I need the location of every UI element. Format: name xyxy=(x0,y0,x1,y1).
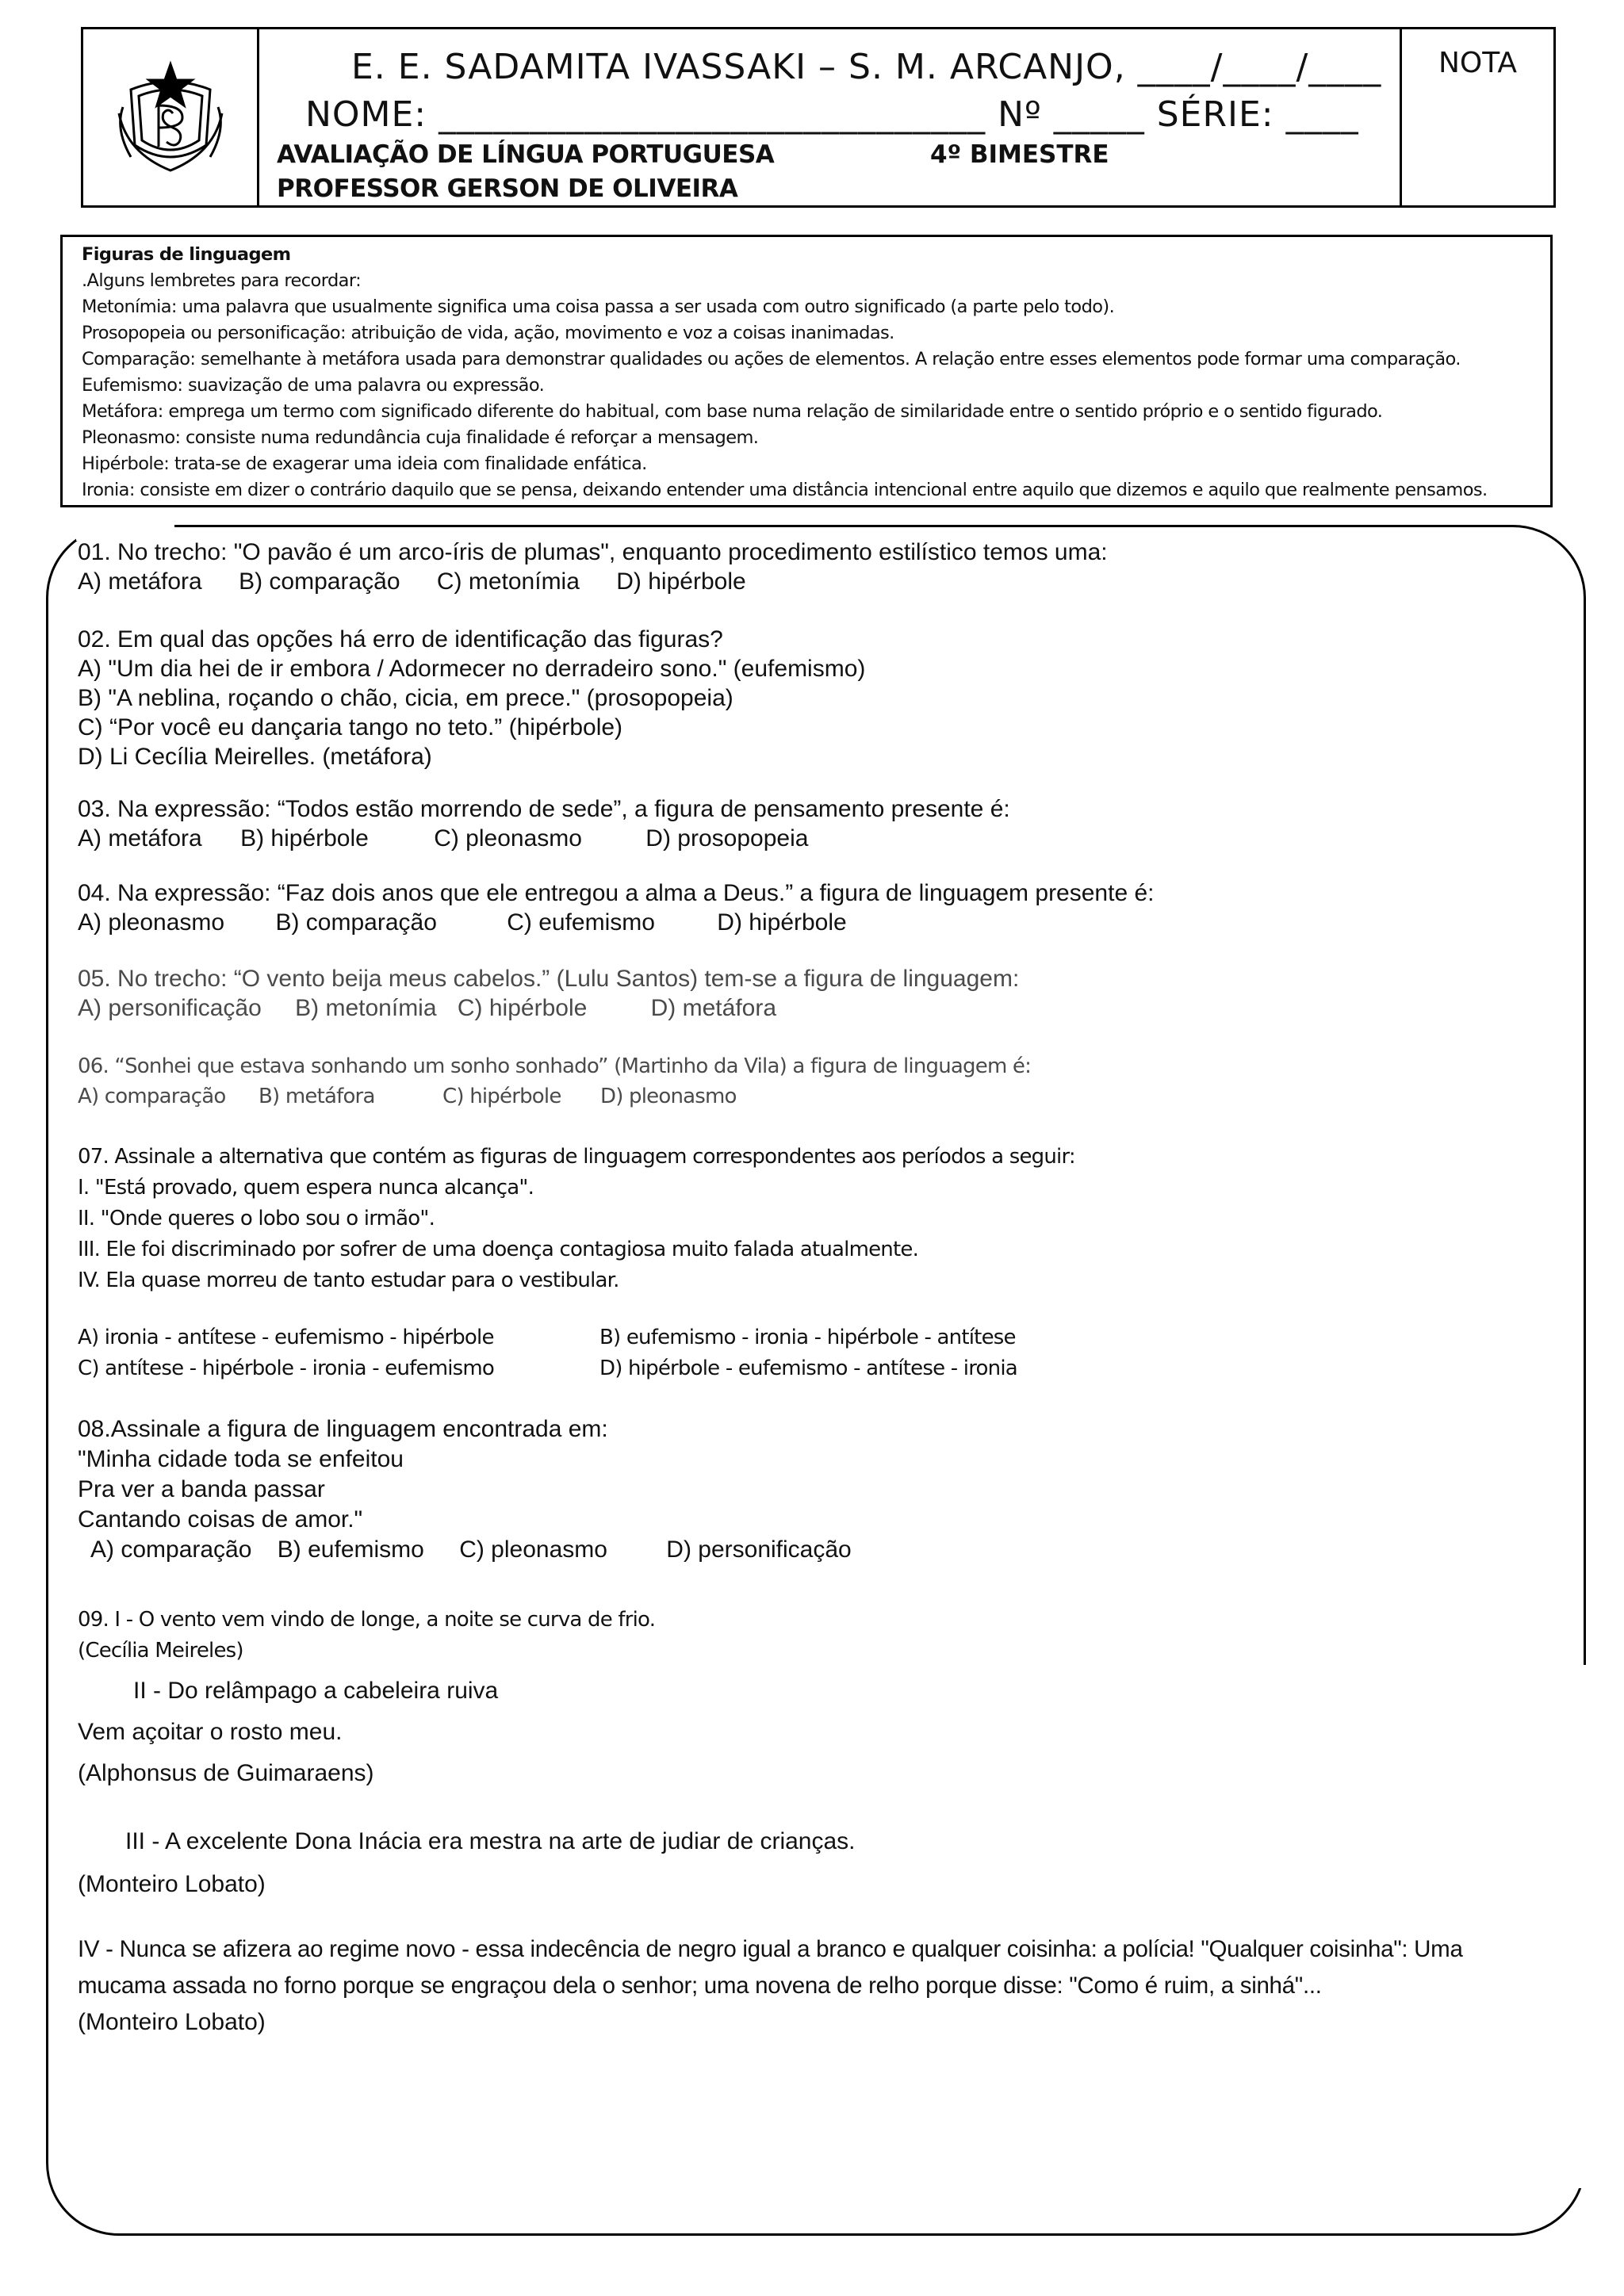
question-06 xyxy=(78,1051,1031,1112)
statement-i: I. "Está provado, quem espera nunca alcança". xyxy=(78,1176,534,1200)
question-04 xyxy=(78,878,1155,937)
option-a[interactable]: A) metáfora xyxy=(78,568,202,595)
option-d[interactable]: D) Li Cecília Meirelles. (metáfora) xyxy=(78,744,432,770)
option-b[interactable]: B) metonímia xyxy=(295,995,437,1021)
question-stem: 05. No trecho: “O vento beija meus cabelos.” (Lulu Santos) tem-se a figura de linguagem: xyxy=(78,966,1020,992)
option-d[interactable]: D) hipérbole xyxy=(717,909,847,936)
quote-author: (Monteiro Lobato) xyxy=(78,2009,266,2035)
frame-gap xyxy=(1575,1665,1599,2188)
option-row xyxy=(78,1081,1031,1112)
quote-iv-line: mucama assada no forno porque se engraçou dela o senhor; uma novena de relho porque disse: "Como é ruim, a sinhá"... xyxy=(78,1973,1322,1999)
question-05 xyxy=(78,964,1019,1023)
quote-iii-line: III - A excelente Dona Inácia era mestra na arte de judiar de crianças. xyxy=(125,1828,856,1854)
quote-author: (Monteiro Lobato) xyxy=(78,1871,266,1897)
exam-subject: AVALIAÇÃO DE LÍNGUA PORTUGUESA xyxy=(277,140,775,169)
option-c[interactable]: C) hipérbole xyxy=(442,1085,561,1108)
quote-ii-line: II - Do relâmpago a cabeleira ruiva xyxy=(133,1678,499,1704)
question-08 xyxy=(78,1414,852,1565)
question-07-options xyxy=(78,1322,494,1384)
option-c[interactable]: C) metonímia xyxy=(436,568,580,595)
question-07-options xyxy=(599,1322,1017,1384)
option-row xyxy=(78,567,1108,596)
question-stem: 08.Assinale a figura de linguagem encontrada em: xyxy=(78,1416,608,1442)
option-row xyxy=(78,993,1019,1023)
reminder-title: Figuras de linguagem xyxy=(82,244,291,265)
option-row xyxy=(78,908,1155,937)
statement-iii: III. Ele foi discriminado por sofrer de uma doença contagiosa muito falada atualmente. xyxy=(78,1238,919,1261)
question-07 xyxy=(78,1142,1075,1296)
question-03 xyxy=(78,794,1010,853)
option-row xyxy=(78,824,1010,853)
reminder-line: .Alguns lembretes para recordar: xyxy=(82,270,362,291)
question-stem: 01. No trecho: "O pavão é um arco-íris de plumas", enquanto procedimento estilístico temos uma: xyxy=(78,539,1108,565)
reminder-line: Metáfora: emprega um termo com significado diferente do habitual, com base numa relação de similaridade entre o sentido próprio e o sentido figurado. xyxy=(82,401,1383,422)
exam-header xyxy=(81,27,1556,208)
reminder-line: Pleonasmo: consiste numa redundância cuja finalidade é reforçar a mensagem. xyxy=(82,427,759,448)
figures-reminder-box xyxy=(60,235,1553,507)
option-b[interactable]: B) metáfora xyxy=(259,1085,375,1108)
option-d[interactable]: D) hipérbole xyxy=(616,568,746,595)
reminder-line: Ironia: consiste em dizer o contrário daquilo que se pensa, deixando entender uma distância intencional entre aquilo que dizemos e aquilo que realmente pensamos. xyxy=(82,480,1488,500)
option-d[interactable]: D) metáfora xyxy=(650,995,777,1021)
question-01 xyxy=(78,538,1108,596)
quote-author: (Cecília Meireles) xyxy=(78,1639,243,1663)
option-a[interactable]: A) "Um dia hei de ir embora / Adormecer no derradeiro sono." (eufemismo) xyxy=(78,656,866,682)
option-c[interactable]: C) pleonasmo xyxy=(434,825,582,851)
reminder-line: Prosopopeia ou personificação: atribuição de vida, ação, movimento e voz a coisas inanimadas. xyxy=(82,323,894,343)
option-d[interactable]: D) personificação xyxy=(666,1536,852,1563)
question-stem: 09. I - O vento vem vindo de longe, a noite se curva de frio. xyxy=(78,1608,656,1632)
question-stem: 04. Na expressão: “Faz dois anos que ele entregou a alma a Deus.” a figura de linguagem presente é: xyxy=(78,880,1155,906)
option-a[interactable]: A) comparação xyxy=(78,1085,226,1108)
option-d[interactable]: D) pleonasmo xyxy=(600,1085,737,1108)
quote-author: (Alphonsus de Guimaraens) xyxy=(78,1760,374,1786)
option-c[interactable]: C) “Por você eu dançaria tango no teto.” (hipérbole) xyxy=(78,714,623,740)
statement-iv: IV. Ela quase morreu de tanto estudar para o vestibular. xyxy=(78,1269,619,1292)
reminder-line: Comparação: semelhante à metáfora usada para demonstrar qualidades ou ações de elementos. A relação entre esses elementos pode formar uma comparação. xyxy=(82,349,1461,369)
poem-line: "Minha cidade toda se enfeitou xyxy=(78,1446,404,1472)
school-logo-cell xyxy=(83,29,259,205)
option-b[interactable]: B) hipérbole xyxy=(240,825,369,851)
option-a[interactable]: A) personificação xyxy=(78,995,262,1021)
grade-label: NOTA xyxy=(1438,47,1518,79)
school-crest-icon xyxy=(111,58,230,177)
poem-line: Pra ver a banda passar xyxy=(78,1476,325,1502)
question-09 xyxy=(78,1605,655,1667)
question-stem: 02. Em qual das opções há erro de identificação das figuras? xyxy=(78,626,723,652)
option-b[interactable]: B) comparação xyxy=(275,909,437,936)
statement-ii: II. "Onde queres o lobo sou o irmão". xyxy=(78,1207,435,1230)
option-c[interactable]: C) hipérbole xyxy=(457,995,588,1021)
exam-bimestre: 4º BIMESTRE xyxy=(930,140,1109,169)
question-stem: 07. Assinale a alternativa que contém as figuras de linguagem correspondentes aos períodos a seguir: xyxy=(78,1145,1075,1169)
option-a[interactable]: A) ironia - antítese - eufemismo - hipérbole xyxy=(78,1326,494,1349)
option-b[interactable]: B) "A neblina, roçando o chão, cicia, em prece." (prosopopeia) xyxy=(78,685,733,711)
school-line: E. E. SADAMITA IVASSAKI – S. M. ARCANJO, ____/____/____ xyxy=(351,47,1382,87)
option-b[interactable]: B) eufemismo xyxy=(277,1536,424,1563)
reminder-line: Eufemismo: suavização de uma palavra ou expressão. xyxy=(82,375,545,396)
option-c[interactable]: C) pleonasmo xyxy=(459,1536,607,1563)
option-a[interactable]: A) pleonasmo xyxy=(78,909,225,936)
option-c[interactable]: C) antítese - hipérbole - ironia - eufemismo xyxy=(78,1357,495,1380)
option-c[interactable]: C) eufemismo xyxy=(507,909,655,936)
poem-line: Cantando coisas de amor." xyxy=(78,1506,363,1533)
option-row xyxy=(90,1535,852,1565)
quote-ii-line: Vem açoitar o rosto meu. xyxy=(78,1719,343,1745)
professor-name: PROFESSOR GERSON DE OLIVEIRA xyxy=(277,174,738,203)
option-d[interactable]: D) hipérbole - eufemismo - antítese - ironia xyxy=(599,1357,1017,1380)
option-b[interactable]: B) comparação xyxy=(239,568,400,595)
question-02 xyxy=(78,625,865,771)
grade-cell[interactable] xyxy=(1400,29,1553,205)
question-stem: 03. Na expressão: “Todos estão morrendo de sede”, a figura de pensamento presente é: xyxy=(78,796,1010,822)
reminder-line: Hipérbole: trata-se de exagerar uma ideia com finalidade enfática. xyxy=(82,453,647,474)
student-name-line[interactable]: NOME: ______________________________ Nº _____ SÉRIE: ____ xyxy=(305,94,1359,135)
option-d[interactable]: D) prosopopeia xyxy=(645,825,809,851)
question-stem: 06. “Sonhei que estava sonhando um sonho sonhado” (Martinho da Vila) a figura de linguagem é: xyxy=(78,1054,1032,1078)
option-a[interactable]: A) metáfora xyxy=(78,825,202,851)
option-a[interactable]: A) comparação xyxy=(90,1536,252,1563)
reminder-line: Metonímia: uma palavra que usualmente significa uma coisa passa a ser usada com outro significado (a parte pelo todo). xyxy=(82,297,1115,317)
quote-iv-line: IV - Nunca se afizera ao regime novo - essa indecência de negro igual a branco e qualquer coisinha: a polícia! "Qualquer coisinha": Uma xyxy=(78,1936,1463,1962)
option-b[interactable]: B) eufemismo - ironia - hipérbole - antítese xyxy=(599,1326,1016,1349)
